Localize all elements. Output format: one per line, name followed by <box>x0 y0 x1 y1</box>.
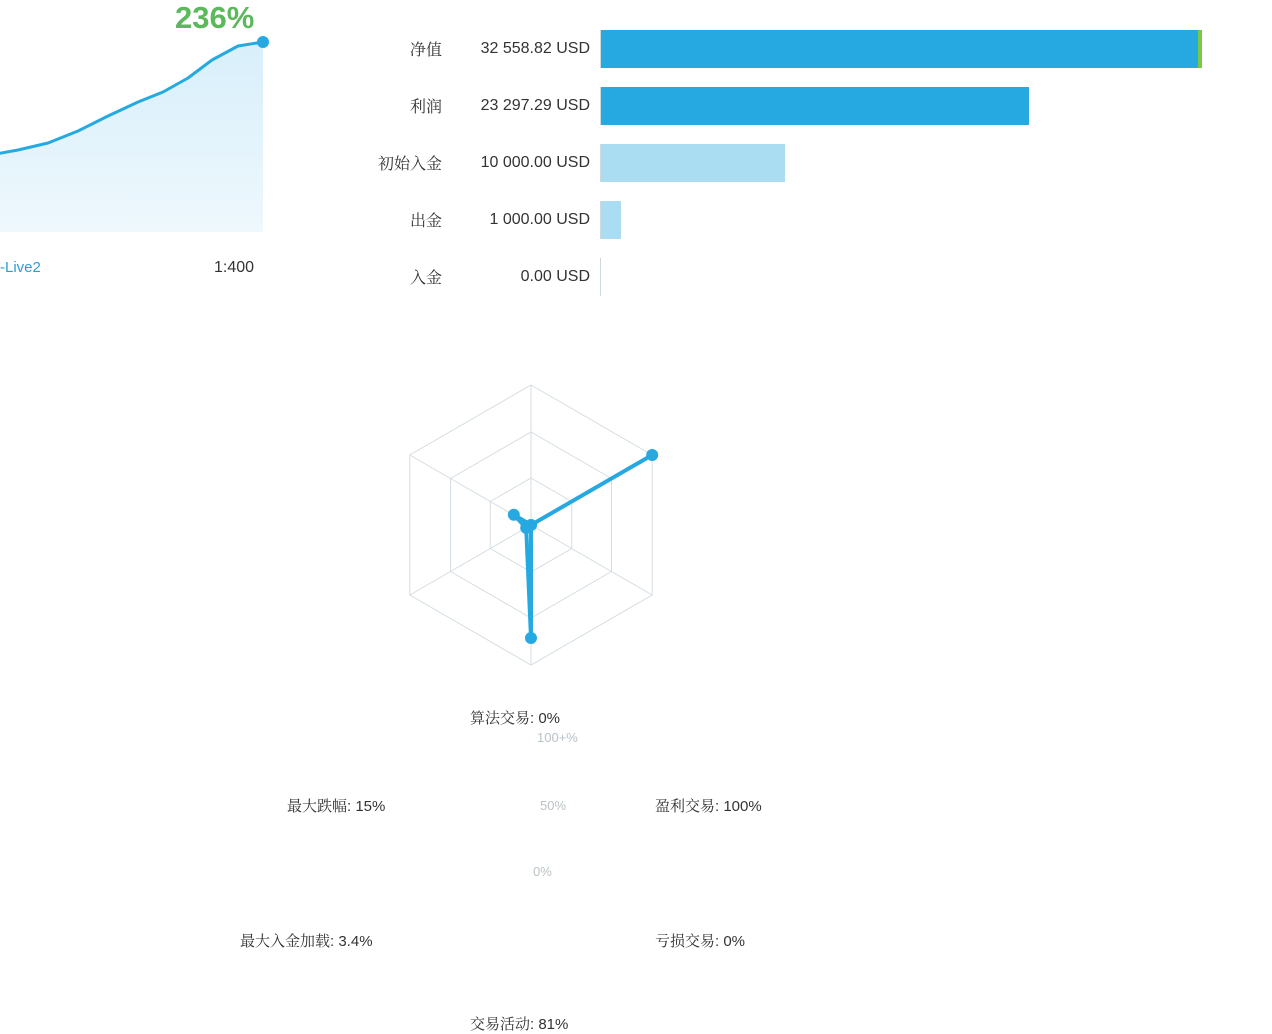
radar-axis-label-loss-trades: 亏损交易: 0% <box>655 933 746 950</box>
stat-row <box>330 20 1260 77</box>
radar-ring-label-center: 0% <box>533 864 552 879</box>
growth-panel <box>0 0 300 300</box>
leverage-value: 1:400 <box>214 259 255 276</box>
growth-area-fill <box>0 42 263 232</box>
radar-axis-label-max-load: 最大入金加载: 3.4% <box>240 933 373 950</box>
stat-label: 利润 <box>409 99 442 116</box>
stat-bar-fill <box>601 144 785 182</box>
radar-ring-label-outer: 100+% <box>537 730 578 745</box>
radar-point-profit <box>646 449 658 461</box>
radar-axis-label-activity: 交易活动: 81% <box>470 1016 569 1033</box>
stat-label: 净值 <box>409 42 442 59</box>
growth-end-point <box>257 36 269 48</box>
stat-value: 10 000.00 USD <box>480 153 590 171</box>
performance-radar-chart <box>236 340 836 700</box>
stat-value: 23 297.29 USD <box>480 96 590 114</box>
radar-point-drawdown <box>508 509 520 521</box>
stat-bar-track <box>600 258 1260 296</box>
stat-bar-fill <box>601 30 1198 68</box>
stat-bar-fill <box>601 87 1029 125</box>
stat-row <box>330 77 1260 134</box>
stat-value: 1 000.00 USD <box>489 210 590 228</box>
growth-value-label: 236% <box>175 0 255 35</box>
stat-bar-cap <box>1198 30 1202 68</box>
stat-bar-track <box>600 144 1260 182</box>
stat-bar-track <box>600 87 1260 125</box>
stat-row <box>330 191 1260 248</box>
radar-point-load <box>520 522 532 534</box>
account-stats-panel <box>330 20 1260 305</box>
radar-axis-label-algo-trading: 算法交易: 0% <box>470 710 561 727</box>
stat-row <box>330 134 1260 191</box>
stat-row <box>330 248 1260 305</box>
stat-bar-track <box>600 30 1260 68</box>
radar-axis-label-profit-trades: 盈利交易: 100% <box>655 798 762 815</box>
stat-label: 出金 <box>409 213 442 230</box>
stat-label: 初始入金 <box>377 156 442 173</box>
stat-value: 0.00 USD <box>520 267 590 285</box>
stat-bar-fill <box>601 201 621 239</box>
account-name-link[interactable]: -Live2 <box>0 259 41 276</box>
radar-ring-label-middle: 50% <box>540 798 567 813</box>
radar-point-activity <box>525 632 537 644</box>
stat-label: 入金 <box>409 270 442 287</box>
radar-axis-label-max-drawdown: 最大跌幅: 15% <box>287 798 386 815</box>
stat-value: 32 558.82 USD <box>480 39 590 57</box>
stat-bar-track <box>600 201 1260 239</box>
radar-panel <box>0 340 1272 1033</box>
